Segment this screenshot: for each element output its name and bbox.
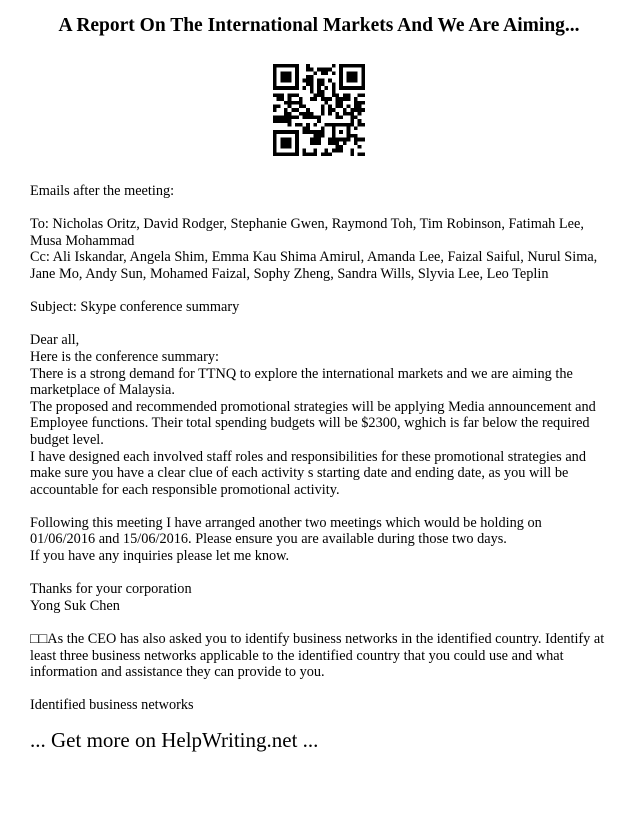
- meetings-paragraph: Following this meeting I have arranged another two meetings which would be holding on 01/06/2016 and 15/06/2016. Please ensure you are available during those two days.: [30, 514, 542, 548]
- page-title: A Report On The International Markets And We Are Aiming...: [58, 15, 580, 36]
- thanks-line: Thanks for your corporation: [30, 581, 192, 598]
- intro-line: Here is the conference summary:: [30, 348, 219, 365]
- greeting: Dear all,: [30, 332, 80, 349]
- emails-heading: Emails after the meeting:: [30, 183, 175, 199]
- subject-line: Subject: Skype conference summary: [30, 299, 240, 316]
- inquiries-line: If you have any inquiries please let me know.: [30, 548, 290, 565]
- demand-paragraph: There is a strong demand for TTNQ to explore the international markets and we are aiming the marketplace of Malaysia.: [30, 365, 573, 399]
- cc-line: Cc: Ali Iskandar, Angela Shim, Emma Kau Shima Amirul, Amanda Lee, Faizal Saiful, Nurul Sima, Jane Mo, Andy Sun, Mohamed Faizal, Sophy Zheng, Sandra Wills, Slyvia Lee, Leo Teplin: [30, 249, 598, 282]
- signature-name: Yong Suk Chen: [30, 597, 120, 614]
- ceo-paragraph: □□As the CEO has also asked you to identify business networks in the identified country. Identify at least three business networks applicable to the identified country that you could use and what information and assistance they can provide to you.: [30, 631, 605, 681]
- get-more-link[interactable]: ... Get more on HelpWriting.net ...: [30, 728, 319, 752]
- strategy-paragraph: The proposed and recommended promotional strategies will be applying Media announcement and Employee functions. Their total spending budgets will be $2300, wghich is far below the required budget level.: [30, 398, 596, 448]
- to-line: To: Nicholas Oritz, David Rodger, Stephanie Gwen, Raymond Toh, Tim Robinson, Fatimah Lee, Musa Mohammad: [30, 216, 584, 249]
- staff-paragraph: I have designed each involved staff roles and responsibilities for these promotional strategies and make sure you have a clear clue of each activity s starting date and ending date, as you will be accountable for each responsible promotional activity.: [30, 448, 586, 498]
- networks-heading: Identified business networks: [30, 697, 194, 714]
- email-body: [30, 183, 610, 714]
- qr-code-icon: [273, 64, 365, 156]
